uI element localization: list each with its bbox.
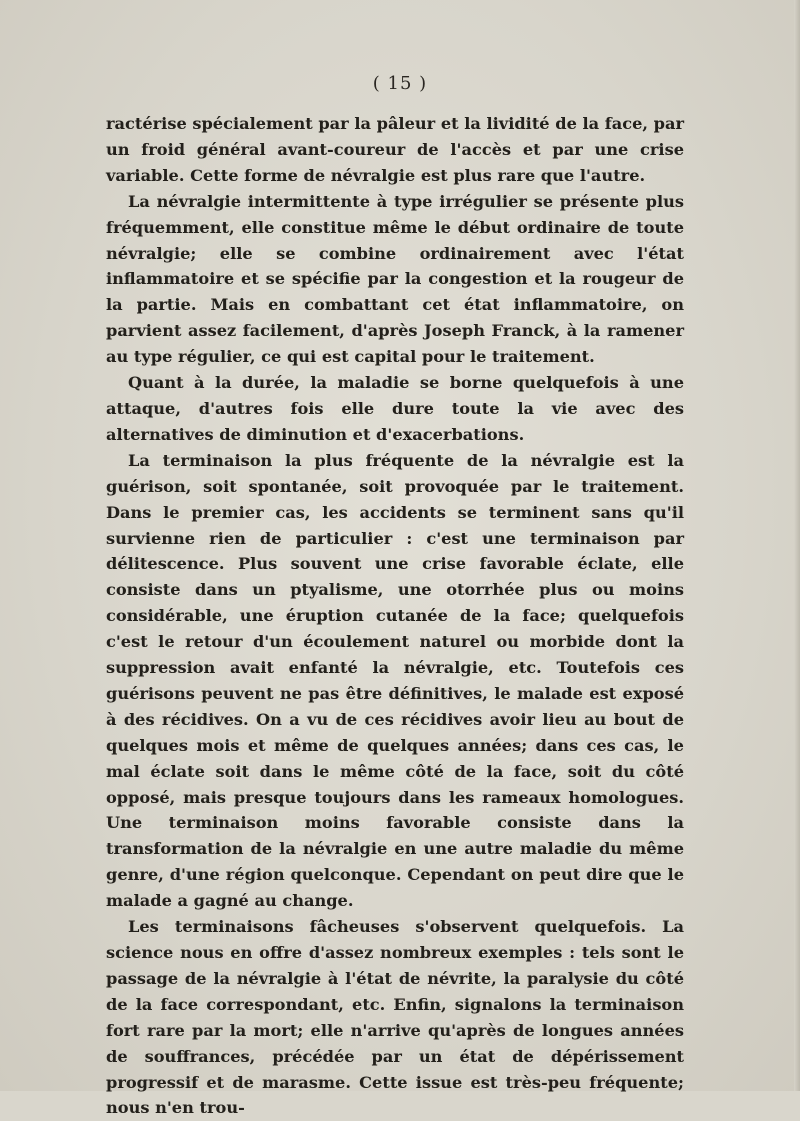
body-text (106, 111, 684, 1121)
paragraph-termination: La terminaison la plus fréquente de la névralgie est la guérison, soit spontanée, soit provoquée par le traitement. Dans le premier cas, les accidents se terminent sans qu'il survienne rien de particulier : c'est une terminaison par délitescence. Plus souvent une crise favorable éclate, elle consiste dans un ptyalisme, une otorrhée plus ou moins considérable, une éruption cutanée de la face; quelquefois c'est le retour d'un écoulement naturel ou morbide dont la suppression avait enfanté la névralgie, etc. Toutefois ces guérisons peuvent ne pas être définitives, le malade est exposé à des récidives. On a vu de ces récidives avoir lieu au bout de quelques mois et même de quelques années; dans ces cas, le mal éclate soit dans le même côté de la face, soit du côté opposé, mais presque toujours dans les rameaux homologues. Une terminaison moins favorable consiste dans la transformation de la névralgie en une autre maladie du même genre, d'une région quelconque. Cependant on peut dire que le malade a gagné au change. (106, 450, 684, 911)
page-number: ( 15 ) (372, 73, 428, 94)
paragraph-irregular-type: La névralgie intermittente à type irrégulier se présente plus fréquemment, elle constitue même le début ordinaire de toute névralgie; elle se combine ordinairement avec l'état inflammatoire et se spécifie par la congestion et la rougeur de la partie. Mais en combattant cet état inflammatoire, on parvient assez facilement, d'après Joseph Franck, à la ramener au type régulier, ce qui est capital pour le traitement. (106, 191, 684, 367)
paragraph-duration: Quant à la durée, la maladie se borne quelquefois à une attaque, d'autres fois elle dure toute la vie avec des alternatives de diminution et d'exacerbations. (106, 373, 684, 444)
paragraph-unfavorable-termination: Les terminaisons fâcheuses s'observent quelquefois. La science nous en offre d'assez nombreux exemples : tels sont le passage de la névralgie à l'état de névrite, la paralysie du côté de la face correspondant, etc. Enfin, signalons la terminaison fort rare par la mort; elle n'arrive qu'après de longues années de souffrances, précédée par un état de dépérissement progressif et de marasme. Cette issue est très-peu fréquente; nous n'en trou- (106, 917, 684, 1118)
page-edge (794, 0, 800, 1091)
paragraph-continuation: ractérise spécialement par la pâleur et la lividité de la face, par un froid général avant-coureur de l'accès et par une crise variable. Cette forme de névralgie est plus rare que l'autre. (106, 114, 684, 185)
